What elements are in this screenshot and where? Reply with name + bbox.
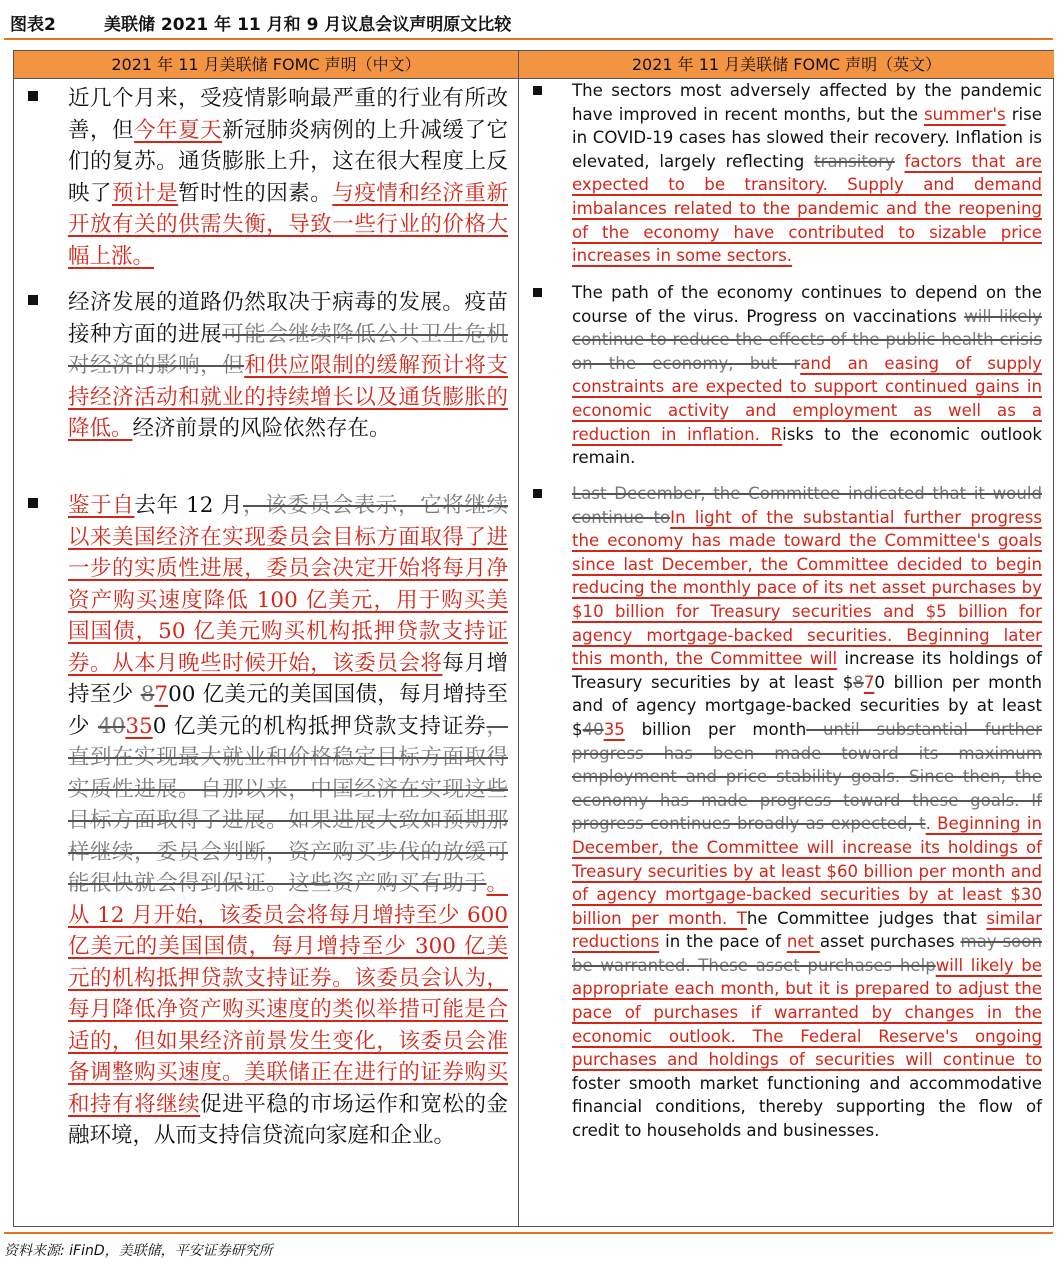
statement-text: The sectors most adversely affected by the pandemic have improved in recent months, but the	[572, 81, 1042, 124]
added-text: 35	[125, 713, 153, 739]
figure-label: 图表2	[10, 15, 56, 35]
right-column-header: 2021 年 11 月美联储 FOMC 声明（英文）	[519, 51, 1054, 79]
figure-title: 美联储 2021 年 11 月和 9 月议息会议声明原文比较	[104, 15, 512, 35]
deleted-text: will likely continue to reduce the effects of the public health crisis on the economy, but r	[572, 306, 1042, 373]
added-text: summer's	[923, 104, 1006, 124]
paragraph-text	[572, 79, 1042, 268]
header-rule	[4, 38, 1053, 40]
statement-text	[895, 152, 905, 171]
added-text: and an easing of supply constraints are expected to support continued gains in economic activity and employment as well as a reduction in inflation. R	[572, 353, 1043, 444]
deleted-text: 8	[853, 672, 864, 692]
deleted-text: transitory	[814, 151, 895, 171]
paragraph-text	[572, 281, 1042, 470]
statement-text: billion per month	[624, 719, 807, 739]
statement-text: foster smooth market functioning and accommodative financial conditions, thereby supporting the flow of credit to households and businesses.	[572, 1073, 1042, 1141]
deleted-text: 40	[97, 713, 126, 739]
statement-text: 0 billion per month and of agency mortgage-backed securities by at least $	[572, 672, 1042, 739]
added-text: 7	[863, 672, 875, 692]
statement-text: 经济前景的风险依然存在。	[132, 416, 391, 441]
deleted-text: ，该委员会表示，它将继续	[243, 493, 508, 518]
paragraph-text	[68, 287, 508, 445]
statement-text: 暂时性的因素。	[178, 180, 333, 206]
statement-text: in the pace of	[659, 932, 787, 952]
added-text: 7	[154, 682, 169, 707]
statement-text: asset purchases	[819, 932, 961, 952]
paragraph-text	[572, 482, 1042, 1143]
bullet-square-icon	[533, 288, 542, 297]
statement-text: increase its holdings of Treasury securities by at least $	[572, 649, 1042, 692]
statement-text: he Committee judges that	[746, 908, 987, 928]
bullet-square-icon	[533, 489, 542, 498]
bullet-square-icon	[28, 295, 38, 305]
added-text: 与疫情和经济重新开放有关的供需失衡，导致一些行业的价格大幅上涨。	[68, 180, 508, 269]
added-text: 今年夏天	[134, 117, 223, 143]
statement-text: 00 亿美元的美国国债，每月增持至少	[68, 682, 508, 739]
source-note: 资料来源: iFinD，美联储，平安证券研究所	[4, 1232, 1053, 1260]
deleted-text: until substantial further progress has been made toward its maximum employment and price stability goals. Since then, the economy has made progress toward these goals. If progress continues broadly as expected, t	[572, 719, 1043, 834]
statement-text: 0 亿美元的机构抵押贷款支持证券	[152, 713, 487, 739]
statement-text: 促进平稳的市场运作和宽松的金融环境，从而支持信贷流向家庭和企业。	[68, 1091, 508, 1148]
deleted-text: may soon be warranted. These asset purchases help	[572, 932, 1042, 975]
statement-text: rise in COVID-19 cases has slowed their recovery. Inflation is elevated, largely reflecting	[572, 104, 1042, 171]
statement-text: 新冠肺炎病例的上升减缓了它们的复苏。通货膨胀上升，这在很大程度上反映了	[68, 117, 508, 206]
comparison-table	[13, 50, 1054, 1227]
statement-text: 近几个月来，受疫情影响最严重的行业有所改善，但	[68, 86, 508, 143]
statement-text: The path of the economy continues to depend on the course of the virus. Progress on vaccinations	[572, 283, 1042, 326]
bullet-square-icon	[28, 498, 38, 508]
added-text: net	[786, 932, 820, 952]
paragraph-text	[68, 490, 508, 1152]
added-text: will likely be appropriate each month, but it is prepared to adjust the pace of purchases if warranted by changes in the economic outlook. The Federal Reserve's ongoing purchases and holdings of securities will continue to	[572, 955, 1042, 1070]
statement-text: isks to the economic outlook remain.	[572, 424, 1042, 468]
left-column-header: 2021 年 11 月美联储 FOMC 声明（中文）	[14, 51, 518, 79]
deleted-text: 可能会继续降低公共卫生危机对经济的影响，但	[68, 321, 508, 378]
added-text: 和供应限制的缓解预计将支持经济活动和就业的持续增长以及通货膨胀的降低。	[68, 353, 508, 441]
added-text: similar reductions	[572, 908, 1042, 952]
added-text: 鉴于自	[68, 493, 135, 518]
added-text: 。从 12 月开始，该委员会将每月增持至少 600 亿美元的美国国债，每月增持至少 300 亿美元的机构抵押贷款支持证券。该委员会认为，每月降低净资产购买速度的类似举措可能是合适的，但如果经济前景发生变化，该委员会准备调整购买速度。美联储正在进行的证券购买和持有将继续	[68, 871, 508, 1117]
added-text: . Beginning in December, the Committee will increase its holdings of Treasury securities by at least $60 billion per month and of agency mortgage-backed securities by at least $30 billion per month. T	[572, 814, 1042, 928]
deleted-text: 40	[582, 719, 604, 739]
statement-text: 经济发展的道路仍然取决于病毒的发展。疫苗接种方面的进展	[68, 290, 508, 347]
added-text: 以来美国经济在实现委员会目标方面取得了进一步的实质性进展，委员会决定开始将每月净资产购买速度降低 100 亿美元，用于购买美国国债，50 亿美元购买机构抵押贷款支持证券。从本月晚些时候开始，该委员会将	[68, 524, 508, 676]
added-text: 预计是	[112, 180, 179, 206]
column-divider	[518, 51, 519, 1226]
statement-text: 去年 12 月	[134, 493, 244, 518]
deleted-text: 8	[140, 682, 155, 707]
added-text: factors that are expected to be transitory. Supply and demand imbalances related to the pandemic and the reopening of the economy have contributed to sizable price increases in some sectors.	[572, 151, 1043, 266]
statement-text: 每月增持至少	[68, 650, 508, 707]
bullet-square-icon	[28, 91, 38, 101]
added-text: In light of the substantial further progress the economy has made toward the Committee's goals since last December, the Committee decided to begin reducing the monthly pace of its net asset purchases by $10 billion for Treasury securities and $5 billion for agency mortgage-backed securities. Beginning later this month, the Committee will	[572, 507, 1042, 669]
bullet-square-icon	[533, 86, 542, 95]
paragraph-text	[68, 83, 508, 272]
deleted-text: ，直到在实现最大就业和价格稳定目标方面取得实质性进展。自那以来，中国经济在实现这些目标方面取得了进展。如果进展大致如预期那样继续，委员会判断，资产购买步伐的放缓可能很快就会得到保证。这些资产购买有助于	[68, 713, 509, 896]
added-text: 35	[603, 719, 625, 739]
figure-header	[4, 6, 1053, 38]
deleted-text: Last December, the Committee indicated that it would continue to	[572, 484, 1042, 527]
